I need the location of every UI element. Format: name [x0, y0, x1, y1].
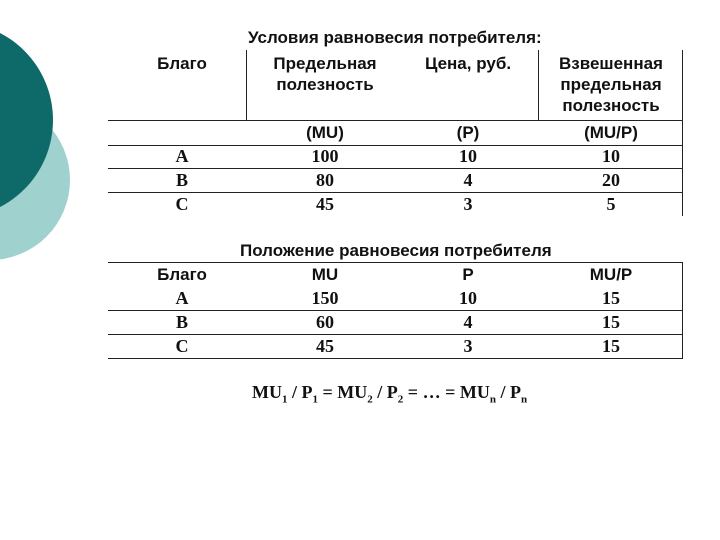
- table2-row3-mup: 15: [602, 336, 620, 356]
- table2-row2-p: 4: [463, 312, 473, 332]
- table1-sub-mup: (MU/P): [584, 123, 638, 142]
- table2-row2-mu: 60: [316, 312, 334, 332]
- table2-row1-p: 10: [459, 288, 477, 308]
- table1-row3-good: C: [175, 194, 189, 214]
- table1-title: Условия равновесия потребителя:: [248, 28, 542, 47]
- table1-row2-p: 4: [463, 170, 473, 190]
- table2-row3-good: C: [175, 336, 189, 356]
- table2-rule-top: [108, 262, 683, 263]
- table2-header-mu: MU: [311, 265, 339, 284]
- table1-sub-mu: (MU): [306, 123, 344, 142]
- table1-header-mu: Предельная полезность: [273, 54, 377, 94]
- table1-col-divider-2: [538, 50, 539, 120]
- equilibrium-formula: $MU_1 / P_1 = MU_2 / P_2$ = … = $MU_n / P_n$: [252, 382, 528, 406]
- table1-row3-mu: 45: [316, 194, 334, 214]
- table2-header-mup: MU/P: [589, 265, 633, 284]
- table1-row2-mu: 80: [316, 170, 334, 190]
- table1-row3-p: 3: [463, 194, 473, 214]
- table1-row1-good: A: [175, 146, 189, 166]
- table2-row2-mup: 15: [602, 312, 620, 332]
- table1-rule-top: [108, 120, 683, 121]
- table2-row1-mu: 150: [311, 288, 339, 308]
- table1-row1-mu: 100: [311, 146, 339, 166]
- table2-row2-good: B: [175, 312, 188, 332]
- table2-title: Положение равновесия потребителя: [240, 241, 552, 260]
- table2-header-p: P: [462, 265, 474, 284]
- table1-col-divider-1: [246, 50, 247, 120]
- table1-row1-p: 10: [459, 146, 477, 166]
- table2-row3-p: 3: [463, 336, 473, 356]
- table1-row2-mup: 20: [602, 170, 620, 190]
- table1-row3-mup: 5: [606, 194, 616, 214]
- table2-row1-good: A: [175, 288, 189, 308]
- table2-header-good: Благо: [157, 265, 207, 284]
- table1-header-good: Благо: [157, 54, 207, 73]
- table1-sub-p: (P): [456, 123, 480, 142]
- table1-row1-mup: 10: [602, 146, 620, 166]
- table2-rule-bottom: [108, 358, 683, 359]
- table1-row2-good: B: [175, 170, 188, 190]
- table2-row1-mup: 15: [602, 288, 620, 308]
- table1-header-price: Цена, руб.: [424, 54, 512, 73]
- table2-row3-mu: 45: [316, 336, 334, 356]
- table1-header-weighted: Взвешенная предельная полезность: [559, 54, 663, 115]
- decorative-circles: [0, 0, 120, 300]
